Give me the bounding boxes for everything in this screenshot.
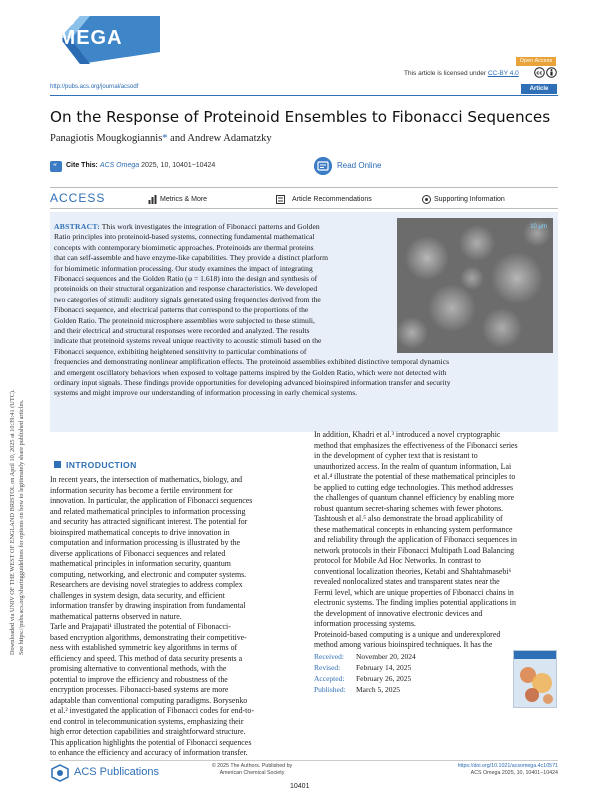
- abstract-line: [54, 274, 390, 284]
- article-recommendations-link[interactable]: Article Recommendations: [292, 196, 372, 203]
- text-line: computation and information processing is illustrated by the: [50, 538, 240, 547]
- copyright-line1: © 2025 The Authors. Published by: [211, 763, 293, 769]
- logo-omega-text: OMEGA: [42, 27, 123, 49]
- text-line: computing, networking, and electronic and computer systems.: [50, 569, 247, 579]
- intro-left-column: [50, 475, 296, 759]
- text-line: the challenges of quantum channel efficiency by enabling more: [314, 493, 515, 502]
- abstract-line-text: This work investigates the integration of Fibonacci patterns and Golden: [101, 222, 320, 231]
- abstract-line-text: frequencies and demonstrating nonlinear amplification effects. The proteinoid assemblies exhibited distinctive temporal dynamics: [54, 357, 450, 367]
- text-line: diverse applications of Fibonacci sequences and related: [50, 548, 226, 558]
- text-line: Tarle and Prajapati¹ illustrated the potential of Fibonacci-: [50, 622, 231, 631]
- svg-text:cc: cc: [536, 70, 543, 77]
- doi-link[interactable]: https://doi.org/10.1021/acsomega.4c10571: [457, 763, 558, 769]
- text-line: ness with established symmetric key algorithms in terms of: [50, 643, 238, 652]
- article-type-tag: Article: [521, 84, 557, 94]
- recommendations-icon: [276, 195, 285, 204]
- license-text: This article is licensed under: [404, 70, 487, 77]
- publisher-name: ACS Publications: [74, 766, 159, 778]
- abstract-line: [54, 388, 554, 398]
- abstract-line: [54, 222, 390, 232]
- abstract-line-text: and their electrical and structural responses were recorded and analyzed. The results: [54, 326, 310, 335]
- text-line: in the development of cypher text that is resistant to: [314, 451, 478, 460]
- abstract-line: [54, 253, 390, 263]
- abstract-line: [54, 305, 390, 315]
- abstract-line-text: indicate that proteinoid systems reveal unique reactivity to acoustic stimuli based on the: [54, 336, 322, 346]
- abstract-line-text: concepts with contemporary biomimetic approaches. Proteinoids are thermal proteins: [54, 242, 314, 252]
- side-note-line1: Downloaded via UNIV OF THE WEST OF ENGLAND BRISTOL on April 10, 2025 at 10:39:41 (UTC).: [9, 389, 16, 655]
- abstract-line-text: that can self-assemble and have enzyme-like capabilities. They provide a distinct platform: [54, 253, 328, 263]
- text-line: In recent years, the intersection of mathematics, biology, and: [50, 475, 243, 484]
- intro-right-column: [314, 430, 558, 651]
- abstract-line-text: Fibonacci sequence, and electrical patterns that correspond to the proportions of the: [54, 305, 309, 315]
- abstract-label: ABSTRACT:: [54, 222, 101, 231]
- abstract-line: [54, 232, 390, 242]
- acs-publications-logo[interactable]: [50, 764, 180, 782]
- publication-dates: [314, 652, 500, 702]
- side-note-line2: See https://pubs.acs.org/sharingguidelines for options on how to legitimately share published articles.: [18, 399, 25, 655]
- abstract-line-text: for biomimetic information processing. Our study examines the impact of integrating: [54, 263, 313, 273]
- paper-title: On the Response of Proteinoid Ensembles to Fibonacci Sequences: [50, 108, 551, 126]
- text-line: revealed nonlocalized states and transparent states near the: [314, 577, 500, 586]
- supporting-info-icon: [422, 195, 431, 204]
- text-line: these mathematical concepts in enhancing system performance: [314, 524, 513, 534]
- quote-icon: [50, 161, 62, 172]
- page-number: 10401: [290, 783, 310, 790]
- read-online-icon[interactable]: [314, 157, 332, 175]
- text-line: mathematical patterns observed in nature.: [50, 611, 182, 621]
- creative-commons-icon[interactable]: [534, 67, 558, 78]
- acs-hex-icon: [50, 764, 70, 782]
- journal-url[interactable]: http://pubs.acs.org/journal/acsodf: [50, 84, 139, 90]
- supporting-information-link[interactable]: Supporting Information: [434, 196, 505, 203]
- metrics-more-link[interactable]: Metrics & More: [160, 196, 208, 203]
- text-line: Tashtoush et al.⁵ also demonstrate the broad applicability of: [314, 514, 503, 523]
- text-line: bioinspired mathematical concepts to drive innovation in: [50, 527, 230, 537]
- text-line: and related mathematical principles to information processing: [50, 506, 246, 516]
- copyright-line2: American Chemical Society: [219, 769, 285, 776]
- journal-cover-thumbnail[interactable]: [513, 650, 557, 708]
- text-line: electronic systems. The finding implies potential applications in: [314, 598, 516, 607]
- abstract-line-text: and emergent oscillatory behaviors when exposed to voltage patterns inspired by the Golden Ratio, which were not detected with: [54, 367, 447, 377]
- cite-journal: ACS Omega: [99, 162, 140, 169]
- abstract-line-text: Golden Ratio. The proteinoid microsphere assemblies were subjected to these stimuli,: [54, 315, 315, 325]
- text-line: mathematical principles in information security, quantum: [50, 559, 231, 568]
- date-received: Received: November 20, 2024: [314, 652, 416, 661]
- micrograph-texture: [397, 218, 553, 353]
- footer-doi-block: [430, 763, 558, 777]
- section-marker: [54, 461, 61, 468]
- date-revised: Revised: February 14, 2025: [314, 663, 412, 672]
- abstract-line: [54, 295, 390, 305]
- abstract-line: [54, 378, 554, 388]
- open-access-badge[interactable]: Open Access: [516, 57, 556, 66]
- text-line: conventional localization theories, Ketabi and Shahtahmasebi⁶: [314, 566, 512, 576]
- text-line: information processing systems.: [314, 619, 416, 628]
- license-statement: [404, 70, 519, 77]
- abstract-micrograph: [397, 218, 553, 353]
- abstract-line-text: two categories of stimuli: auditory signals generated using frequencies derived from the: [54, 294, 321, 304]
- read-online-link[interactable]: Read Online: [337, 161, 382, 170]
- text-line: Proteinoid-based computing is a unique and underexplored: [314, 629, 501, 639]
- text-line: the development of innovative electronic devices and: [314, 608, 483, 618]
- text-line: end control in telecommunication systems, emphasizing their: [50, 716, 244, 726]
- introduction-heading: INTRODUCTION: [66, 460, 137, 470]
- date-accepted: Accepted: February 26, 2025: [314, 674, 412, 683]
- author-rest[interactable]: and Andrew Adamatzky: [170, 133, 272, 144]
- text-line: information security has become a fertile environment for: [50, 485, 233, 495]
- abstract-line-text: ordinary input signals. These findings provide opportunities for developing advanced bioinspired information transfer and security: [54, 378, 451, 387]
- text-line: encryption processes. Fibonacci-based systems are more: [50, 685, 229, 694]
- abstract-line: [54, 347, 390, 357]
- access-rule-top: [50, 187, 558, 188]
- cite-label: Cite This:: [66, 162, 98, 169]
- text-line: Researchers are devising novel strategies to address complex: [50, 580, 243, 589]
- text-line: robust quantum secret-sharing schemes with fewer photons.: [314, 503, 504, 513]
- abstract-line: [54, 316, 390, 326]
- text-line: based encryption algorithms, demonstrating their competitive-: [50, 632, 247, 642]
- text-line: and security has attracted significant interest. The potential for: [50, 517, 248, 526]
- abstract-line: [54, 326, 390, 336]
- text-line: et al.⁴ illustrate the potential of these mathematical principles to: [314, 472, 516, 481]
- text-line: be applied to cutting edge technologies. This method addresses: [314, 482, 514, 492]
- text-line: to enhance the efficiency and accuracy of information transfer.: [50, 748, 248, 757]
- text-line: et al.² investigated the application of Fibonacci codes for end-to-: [50, 706, 254, 715]
- text-line: Fermi level, which are unique properties of Fibonacci chains in: [314, 587, 514, 597]
- text-line: information transfer by drawing inspiration from fundamental: [50, 601, 246, 610]
- abstract-line: [54, 336, 390, 346]
- text-line: adaptable than conventional computing paradigms. Borysenko: [50, 695, 248, 705]
- svg-text:“: “: [52, 163, 58, 172]
- date-published: Published: March 5, 2025: [314, 685, 400, 694]
- abstract-line: [54, 368, 554, 378]
- text-line: high error detection capabilities and straightforward structure.: [50, 727, 246, 736]
- footer-citation: ACS Omega 2025, 10, 10401−10424: [470, 770, 558, 776]
- text-line: potential to improve the efficiency and robustness of the: [50, 674, 228, 684]
- cover-art: [514, 651, 557, 708]
- text-line: and reliability through the application of Fibonacci sequences in: [314, 535, 517, 544]
- text-line: efficiency and speed. This method of data security presents a: [50, 653, 243, 663]
- logo-acs-text: ACS: [42, 12, 76, 29]
- text-line: unauthorized access. In the realm of quantum information, Lai: [314, 461, 512, 471]
- text-line: method among various bioinspired techniques. It has the: [314, 640, 493, 649]
- text-line: This application highlights the potential of Fibonacci sequences: [50, 737, 252, 747]
- abstract-line: [54, 357, 554, 367]
- metrics-icon: [148, 195, 157, 204]
- abstract-line: [54, 243, 390, 253]
- text-line: promising alternative to conventional methods, with the: [50, 664, 227, 673]
- author-list: [50, 133, 272, 144]
- cite-ref: 2025, 10, 10401−10424: [141, 162, 216, 169]
- text-line: innovation. In particular, the application of Fibonacci sequences: [50, 496, 253, 505]
- header-rule: [50, 95, 558, 96]
- copyright: [192, 763, 312, 776]
- corresponding-author-star[interactable]: *: [162, 133, 168, 144]
- abstract-line-text: Ratio principles into proteinoid-based systems, connecting fundamental mathematical: [54, 232, 315, 242]
- abstract-line-text: Fibonacci sequences and the Golden Ratio (φ = 1.618) into the design and synthesis of: [54, 274, 318, 283]
- text-line: network protocols in their Fibonacci Multipath Load Balancing: [314, 545, 515, 555]
- text-line: protocol for Mobile Ad Hoc Networks. In contrast to: [314, 556, 481, 565]
- abstract-line: [54, 284, 390, 294]
- license-link[interactable]: CC-BY 4.0: [487, 70, 519, 77]
- text-line: In addition, Khadri et al.³ introduced a novel cryptographic: [314, 430, 501, 439]
- abstract-line-text: proteinoids on their structural organization and response characteristics. We developed: [54, 284, 318, 294]
- text-line: challenges in system design, data security, and efficient: [50, 590, 225, 600]
- abstract-line: [54, 264, 390, 274]
- text-line: method that emphasizes the effectiveness of the Fibonacci series: [314, 440, 518, 450]
- abstract-line-text: systems and might improve our understanding of information processing in early chemical systems.: [54, 388, 358, 398]
- download-side-note: [6, 235, 28, 655]
- cite-this[interactable]: [66, 162, 215, 169]
- abstract-line-text: Fibonacci sequence, exhibiting heightened sensitivity to particular combinations of: [54, 346, 307, 356]
- scale-bar-label: 10 μm: [530, 224, 547, 230]
- access-rule-bottom: [50, 208, 558, 209]
- author-first[interactable]: Panagiotis Mougkogiannis: [50, 133, 163, 144]
- access-label: ACCESS: [50, 191, 106, 205]
- footer-rule: [50, 760, 558, 761]
